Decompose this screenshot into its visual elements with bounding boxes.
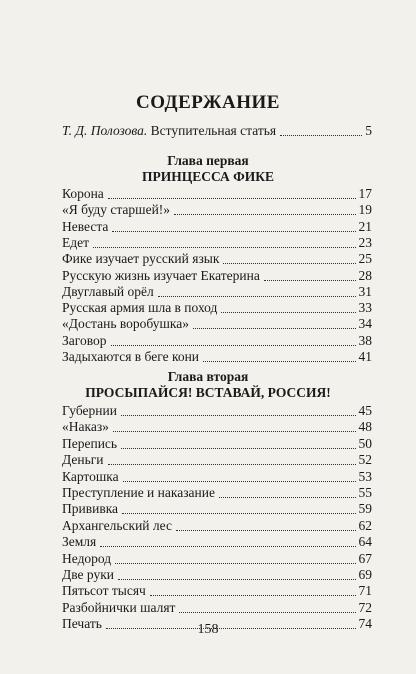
dot-leader (112, 231, 355, 232)
page-number: 33 (358, 300, 372, 316)
dot-leader (174, 214, 355, 215)
page-number: 45 (358, 403, 372, 418)
toc-entry (62, 484, 372, 502)
chapter-2-title: ПРОСЫПАЙСЯ! ВСТАВАЙ, РОССИЯ! (85, 385, 331, 400)
entry-title: Корона (62, 186, 104, 201)
page-number: 25 (358, 251, 372, 267)
entry-title: «Наказ» (62, 419, 109, 435)
toc-entry (62, 348, 372, 366)
page-number: 5 (365, 123, 372, 138)
page-number: 71 (358, 583, 372, 599)
chapter-2-label: Глава вторая (167, 369, 249, 384)
page-number-footer: 158 (197, 622, 219, 637)
dot-leader (111, 345, 356, 346)
page-number: 38 (358, 332, 372, 348)
dot-leader (223, 263, 355, 264)
toc-entry (62, 315, 372, 333)
dot-leader (150, 595, 356, 596)
toc-entry (62, 435, 372, 453)
dot-leader (108, 198, 356, 199)
entry-title: Двуглавый орёл (62, 283, 154, 299)
page-number: 74 (358, 616, 372, 632)
entry-title: Преступление и наказание (62, 485, 215, 500)
dot-leader (121, 415, 356, 416)
entry-title: Две руки (62, 567, 114, 582)
entry-title: Едет (62, 234, 90, 250)
page-number: 41 (358, 349, 372, 364)
toc-entry (62, 517, 372, 535)
entry-title: Перепись (62, 435, 118, 451)
page-number: 64 (358, 534, 372, 550)
entry-title: Пятьсот тысяч (62, 583, 146, 599)
dot-leader (123, 481, 356, 482)
page-number: 28 (358, 267, 372, 283)
toc-entry (62, 283, 372, 301)
dot-leader (221, 312, 355, 313)
page-number: 50 (358, 435, 372, 451)
toc-entry (62, 299, 372, 317)
dot-leader (193, 328, 356, 329)
toc-entry (62, 451, 372, 469)
toc-entry (62, 582, 372, 600)
dot-leader (122, 513, 355, 514)
page-title: СОДЕРЖАНИЕ (136, 92, 280, 113)
page-number: 52 (358, 452, 372, 468)
chapter-1-label: Глава первая (167, 153, 249, 168)
dot-leader (100, 546, 355, 547)
page-number: 72 (358, 599, 372, 615)
dot-leader (93, 247, 355, 248)
entry-title: Печать (62, 616, 102, 632)
toc-entry (62, 402, 372, 420)
dot-leader (113, 431, 356, 432)
dot-leader (219, 497, 356, 498)
entry-title: Картошка (62, 468, 119, 484)
entry-title: Заговор (62, 332, 107, 348)
page-number: 34 (358, 316, 372, 332)
toc-entry (62, 218, 372, 236)
entry-title: Разбойнички шалят (62, 599, 176, 615)
toc-entry (62, 267, 372, 285)
entry-title: Недород (62, 550, 112, 566)
toc-entry (62, 418, 372, 436)
dot-leader (115, 563, 355, 564)
entry-title: Прививка (62, 501, 119, 517)
intro-author: Т. Д. Полозова. (62, 123, 148, 138)
toc-entry (62, 234, 372, 252)
page-number: 69 (358, 567, 372, 582)
page-number: 21 (358, 218, 372, 234)
entry-title: Задыхаются в беге кони (62, 349, 200, 364)
toc-entry (62, 250, 372, 268)
dot-leader (179, 612, 355, 613)
entry-title: Земля (62, 534, 97, 550)
dot-leader (121, 448, 355, 449)
entry-title: «Достань воробушка» (62, 316, 189, 332)
page-number: 19 (358, 202, 372, 218)
dot-leader (158, 296, 356, 297)
page-number: 48 (358, 419, 372, 435)
page-number: 67 (358, 550, 372, 566)
toc-entry (62, 468, 372, 486)
entry-title: «Я буду старшей!» (62, 202, 171, 218)
entry-title: Русская армия шла в поход (62, 300, 218, 316)
intro-title: Вступительная статья (150, 123, 277, 138)
entry-title: Архангельский лес (62, 517, 172, 533)
page-number: 17 (358, 186, 372, 201)
toc-entry (62, 201, 372, 219)
page-number: 53 (358, 468, 372, 484)
page-number: 59 (358, 501, 372, 517)
toc-entry (62, 599, 372, 617)
chapter-1-title: ПРИНЦЕССА ФИКЕ (141, 169, 275, 184)
page-number: 23 (358, 234, 372, 250)
page-number: 62 (358, 517, 372, 533)
toc-entry (62, 550, 372, 568)
page-number: 31 (358, 283, 372, 299)
toc-entry (62, 185, 372, 203)
toc-entry (62, 332, 372, 350)
entry-title: Губернии (62, 403, 117, 418)
dot-leader (118, 579, 356, 580)
entry-title: Русскую жизнь изучает Екатерина (62, 267, 260, 283)
dot-leader (280, 135, 362, 136)
toc-entry (62, 500, 372, 518)
dot-leader (108, 464, 356, 465)
toc-entry (62, 533, 372, 551)
entry-title: Фике изучает русский язык (62, 251, 220, 267)
entry-title: Невеста (62, 218, 109, 234)
toc-entry (62, 566, 372, 584)
toc-entry-intro (62, 122, 372, 140)
dot-leader (264, 280, 356, 281)
page-number: 55 (358, 485, 372, 500)
entry-title: Деньги (62, 452, 104, 468)
dot-leader (203, 361, 355, 362)
dot-leader (176, 530, 356, 531)
